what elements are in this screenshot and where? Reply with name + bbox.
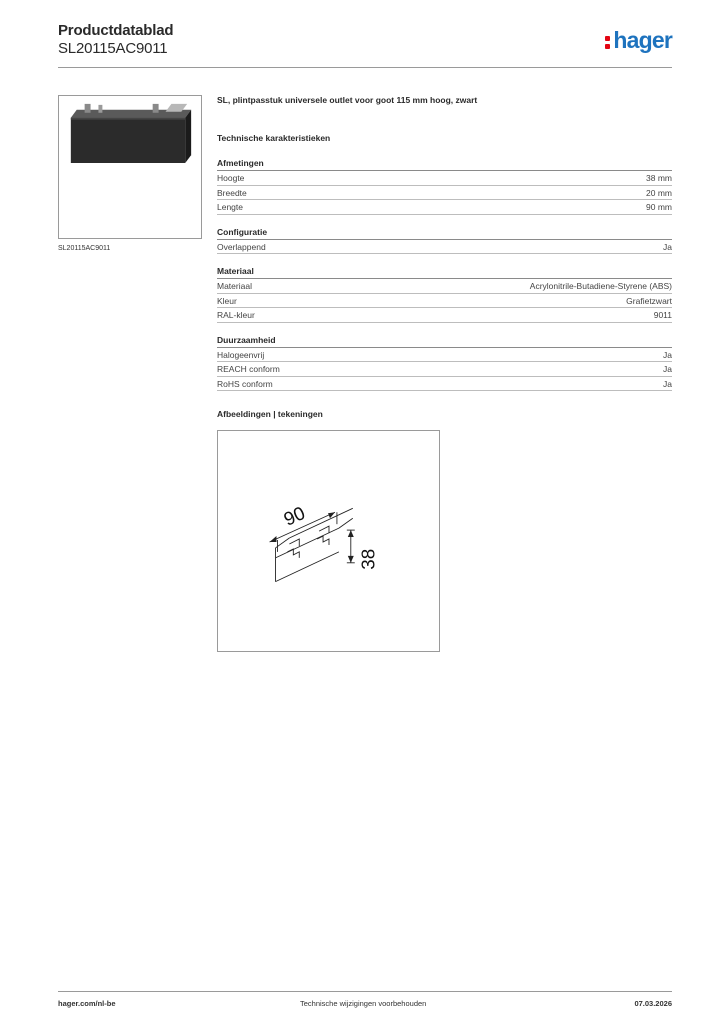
images-section-title: Afbeeldingen | tekeningen — [217, 409, 323, 419]
spec-label: Kleur — [217, 295, 237, 306]
spec-label: Hoogte — [217, 173, 245, 183]
spec-value: 38 mm — [646, 173, 672, 183]
spec-row — [217, 171, 672, 186]
spec-label: Overlappend — [217, 241, 266, 252]
spec-group-materiaal — [217, 266, 672, 323]
spec-label: Materiaal — [217, 281, 252, 291]
spec-group-configuratie — [217, 227, 672, 255]
spec-value: Ja — [663, 378, 672, 389]
spec-group-title: Afmetingen — [217, 158, 672, 171]
spec-row — [217, 240, 672, 255]
photo-caption: SL20115AC9011 — [58, 245, 111, 252]
footer-note: Technische wijzigingen voorbehouden — [300, 999, 427, 1008]
footer-date: 07.03.2026 — [634, 999, 672, 1008]
spec-group-title: Duurzaamheid — [217, 335, 672, 348]
spec-label: REACH conform — [217, 364, 280, 374]
spec-value: Acrylonitrile-Butadiene-Styrene (ABS) — [529, 281, 672, 291]
height-dimension-label: 38 — [357, 548, 379, 570]
spec-value: Ja — [663, 349, 672, 360]
spec-row — [217, 279, 672, 294]
hager-logo — [605, 27, 672, 53]
spec-value: 20 mm — [646, 187, 672, 198]
spec-value: Ja — [663, 364, 672, 374]
spec-value: 90 mm — [646, 202, 672, 212]
spec-row — [217, 294, 672, 309]
spec-group-title: Configuratie — [217, 227, 672, 240]
technical-drawing — [217, 430, 440, 652]
spec-label: Halogeenvrij — [217, 349, 265, 360]
spec-group-title: Materiaal — [217, 266, 672, 279]
spec-value: Ja — [663, 241, 672, 252]
length-dimension-label: 90 — [280, 502, 309, 530]
spec-row — [217, 200, 672, 215]
spec-row — [217, 377, 672, 392]
spec-row — [217, 186, 672, 201]
product-photo — [58, 95, 202, 239]
page-footer — [58, 991, 672, 1015]
footer-website: hager.com/nl-be — [58, 999, 116, 1008]
spec-value: Grafietzwart — [626, 295, 672, 306]
product-photo-image — [59, 96, 201, 238]
spec-row — [217, 362, 672, 377]
spec-label: RoHS conform — [217, 378, 273, 389]
spec-column — [217, 95, 672, 421]
spec-value: 9011 — [653, 310, 672, 320]
spec-row — [217, 348, 672, 363]
logo-text: hager — [613, 26, 672, 53]
spec-row — [217, 308, 672, 323]
spec-group-afmetingen — [217, 158, 672, 215]
product-code: SL20115AC9011 — [58, 40, 168, 57]
logo-dots-icon — [605, 28, 611, 52]
page-header — [58, 22, 672, 68]
document-title: Productdatablad — [58, 22, 174, 39]
dimension-drawing — [218, 431, 439, 651]
specs-section-title: Technische karakteristieken — [217, 133, 331, 143]
spec-group-duurzaamheid — [217, 335, 672, 392]
spec-label: RAL-kleur — [217, 310, 255, 320]
spec-label: Lengte — [217, 202, 243, 212]
product-description: SL, plintpasstuk universele outlet voor goot 115 mm hoog, zwart — [217, 95, 478, 105]
spec-label: Breedte — [217, 187, 247, 198]
